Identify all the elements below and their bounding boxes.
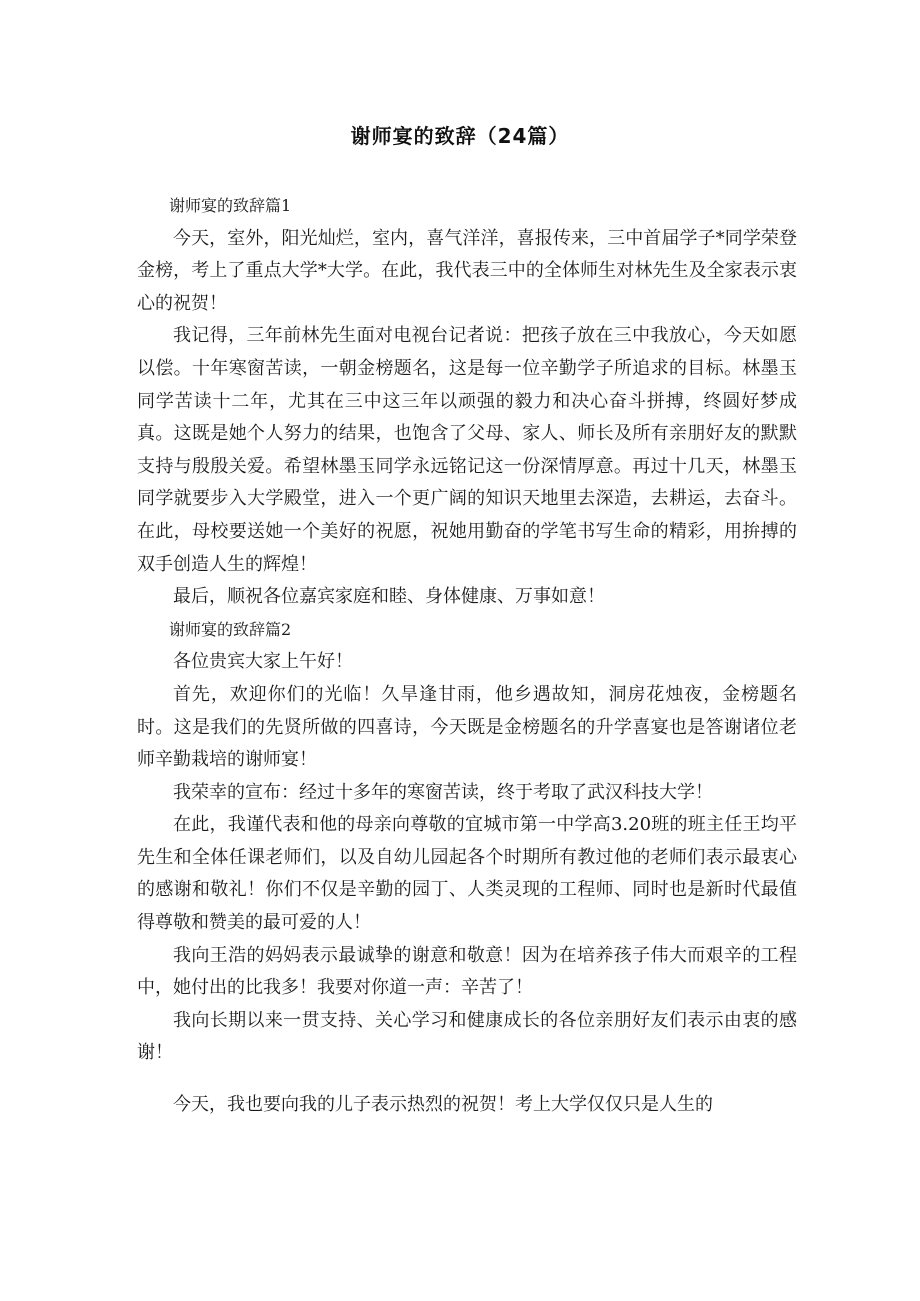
paragraph: 我向王浩的妈妈表示最诚挚的谢意和敬意！因为在培养孩子伟大而艰辛的工程中，她付出的比我多！我要对你道一声：辛苦了！ [137,944,797,999]
paragraph: 各位贵宾大家上午好！ [173,651,353,673]
paragraph: 首先，欢迎你们的光临！久旱逢甘雨，他乡遇故知，洞房花烛夜，金榜题名时。这是我们的先贤所做的四喜诗，今天既是金榜题名的升学喜宴也是答谢诸位老师辛勤栽培的谢师宴！ [137,683,797,771]
paragraph: 今天，室外，阳光灿烂，室内，喜气洋洋，喜报传来，三中首届学子*同学荣登金榜，考上了重点大学*大学。在此，我代表三中的全体师生对林先生及全家表示衷心的祝贺！ [137,227,797,314]
section-heading: 谢师宴的致辞篇2 [169,619,292,639]
paragraph: 我荣幸的宣布：经过十多年的寒窗苦读，终于考取了武汉科技大学！ [173,781,713,803]
document-body [137,190,797,1122]
paragraph: 最后，顺祝各位嘉宾家庭和睦、身体健康、万事如意！ [173,586,605,608]
paragraph: 我记得，三年前林先生面对电视台记者说：把孩子放在三中我放心，今天如愿以偿。十年寒窗苦读，一朝金榜题名，这是每一位辛勤学子所追求的目标。林墨玉同学苦读十二年，尤其在三中这三年以顽强的毅力和决心奋斗拼搏，终圆好梦成真。这既是她个人努力的结果，也饱含了父母、家人、师长及所有亲朋好友的默默支持与殷殷关爱。希望林墨玉同学永远铭记这一份深情厚意。再过十几天，林墨玉同学就要步入大学殿堂，进入一个更广阔的知识天地里去深造，去耕运，去奋斗。在此，母校要送她一个美好的祝愿，祝她用勤奋的学笔书写生命的精彩，用拚搏的双手创造人生的辉煌！ [137,325,797,575]
paragraph: 在此，我谨代表和他的母亲向尊敬的宜城市第一中学高3.20班的班主任王均平先生和全体任课老师们，以及自幼儿园起各个时期所有教过他的老师们表示最衷心的感谢和敬礼！你们不仅是辛勤的园丁、人类灵现的工程师、同时也是新时代最值得尊敬和赞美的最可爱的人！ [137,814,797,934]
paragraph: 我向长期以来一贯支持、关心学习和健康成长的各位亲朋好友们表示由衷的感谢！ [137,1009,797,1064]
paragraph: 今天，我也要向我的儿子表示热烈的祝贺！考上大学仅仅只是人生的 [173,1094,713,1116]
document-title: 谢师宴的致辞（24篇） [350,124,570,148]
section-heading: 谢师宴的致辞篇1 [169,196,292,215]
